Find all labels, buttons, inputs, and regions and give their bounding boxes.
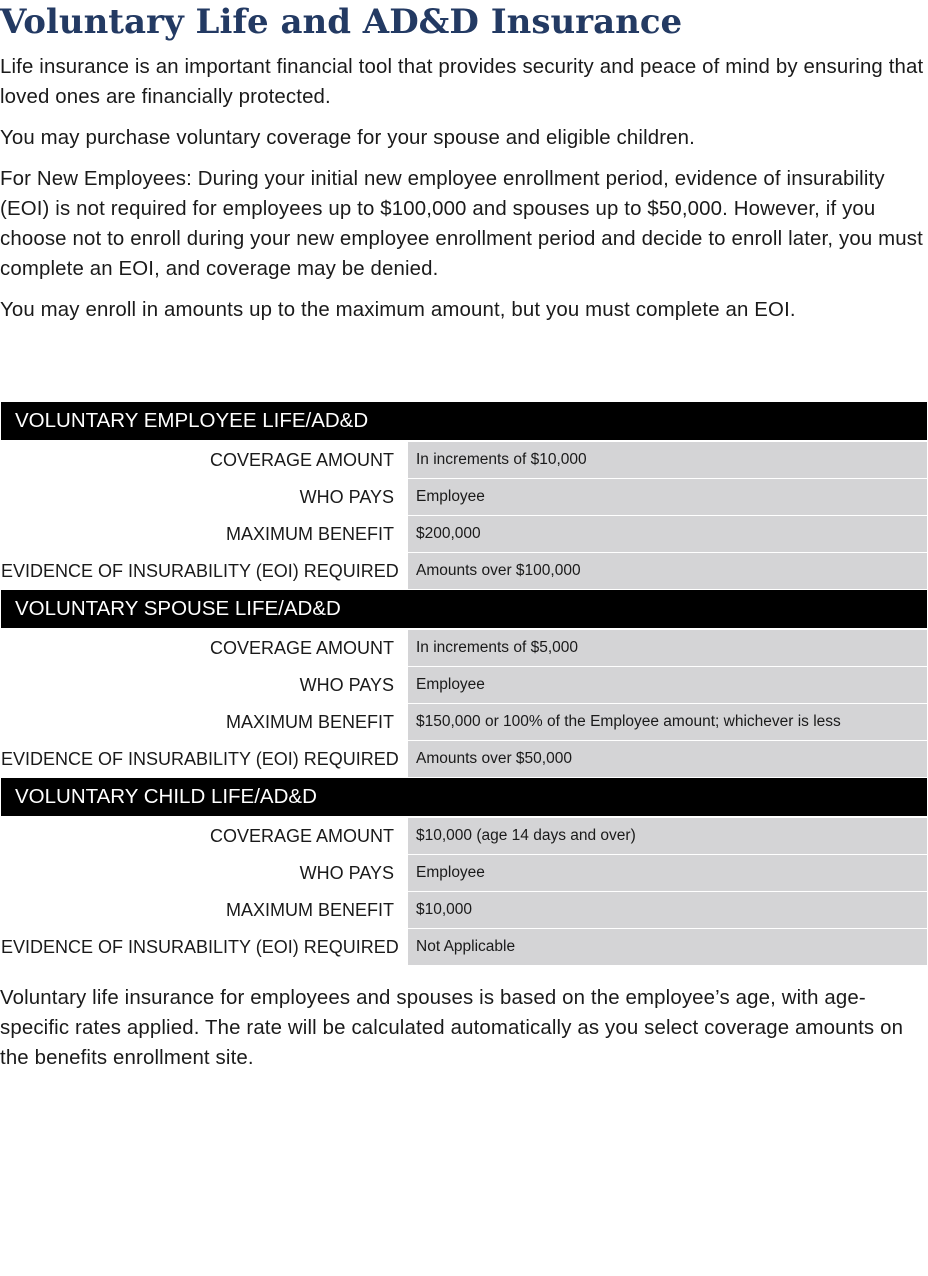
coverage-table [1,402,927,966]
page-title: Voluntary Life and AD&D Insurance [0,2,683,42]
spacer [394,704,408,740]
row-label: WHO PAYS [299,487,394,507]
row-value: Employee [408,855,927,891]
row-value: Amounts over $100,000 [408,553,927,589]
spacer [394,741,408,777]
table-row [1,516,927,553]
intro-text [0,52,926,336]
table-row [1,553,927,590]
row-label: WHO PAYS [299,863,394,883]
row-label: COVERAGE AMOUNT [209,450,394,470]
row-value: Employee [408,479,927,515]
row-value: $10,000 (age 14 days and over) [408,818,927,854]
row-label: COVERAGE AMOUNT [209,638,394,658]
table-row [1,818,927,855]
section-child [1,778,927,966]
intro-paragraph: For New Employees: During your initial new employee enrollment period, evidence of insurability (EOI) is not required for employees up to $100,000 and spouses up to $50,000. However, if you choose not to enroll during your new employee enrollment period and decide to enroll later, you must complete an EOI, and coverage may be denied. [0,168,923,280]
spacer [394,630,408,666]
row-value: In increments of $5,000 [408,630,927,666]
row-value: Not Applicable [408,929,927,965]
spacer [394,929,408,965]
section-employee [1,402,927,590]
spacer [394,553,408,589]
table-row [1,630,927,667]
row-label: EVIDENCE OF INSURABILITY (EOI) REQUIRED [1,749,399,769]
row-label: EVIDENCE OF INSURABILITY (EOI) REQUIRED [1,937,399,957]
row-label: MAXIMUM BENEFIT [225,900,394,920]
table-row [1,479,927,516]
table-row [1,704,927,741]
row-label: EVIDENCE OF INSURABILITY (EOI) REQUIRED [1,561,399,581]
row-label: COVERAGE AMOUNT [209,826,394,846]
row-value: $200,000 [408,516,927,552]
intro-paragraph: You may purchase voluntary coverage for your spouse and eligible children. [0,127,695,149]
row-value: $10,000 [408,892,927,928]
section-spouse [1,590,927,778]
spacer [394,442,408,478]
row-value: Amounts over $50,000 [408,741,927,777]
section-header: VOLUNTARY EMPLOYEE LIFE/AD&D [1,402,927,442]
spacer [394,818,408,854]
spacer [394,667,408,703]
section-header: VOLUNTARY SPOUSE LIFE/AD&D [1,590,927,630]
footer-note: Voluntary life insurance for employees and spouses is based on the employee’s age, with age-specific rates applied. The rate will be calculated automatically as you select coverage amounts on the benefits enrollment site. [0,987,904,1069]
row-value: Employee [408,667,927,703]
table-row [1,741,927,778]
spacer [394,892,408,928]
intro-paragraph: Life insurance is an important financial tool that provides security and peace of mind by ensuring that loved ones are financially protected. [0,56,924,108]
section-header: VOLUNTARY CHILD LIFE/AD&D [1,778,927,818]
table-row [1,667,927,704]
table-row [1,442,927,479]
row-label: MAXIMUM BENEFIT [225,712,394,732]
intro-paragraph: You may enroll in amounts up to the maximum amount, but you must complete an EOI. [0,299,796,321]
row-value: $150,000 or 100% of the Employee amount; whichever is less [408,704,927,740]
table-row [1,929,927,966]
table-row [1,855,927,892]
spacer [394,479,408,515]
row-label: MAXIMUM BENEFIT [225,524,394,544]
row-value: In increments of $10,000 [408,442,927,478]
row-label: WHO PAYS [299,675,394,695]
table-row [1,892,927,929]
spacer [394,516,408,552]
spacer [394,855,408,891]
